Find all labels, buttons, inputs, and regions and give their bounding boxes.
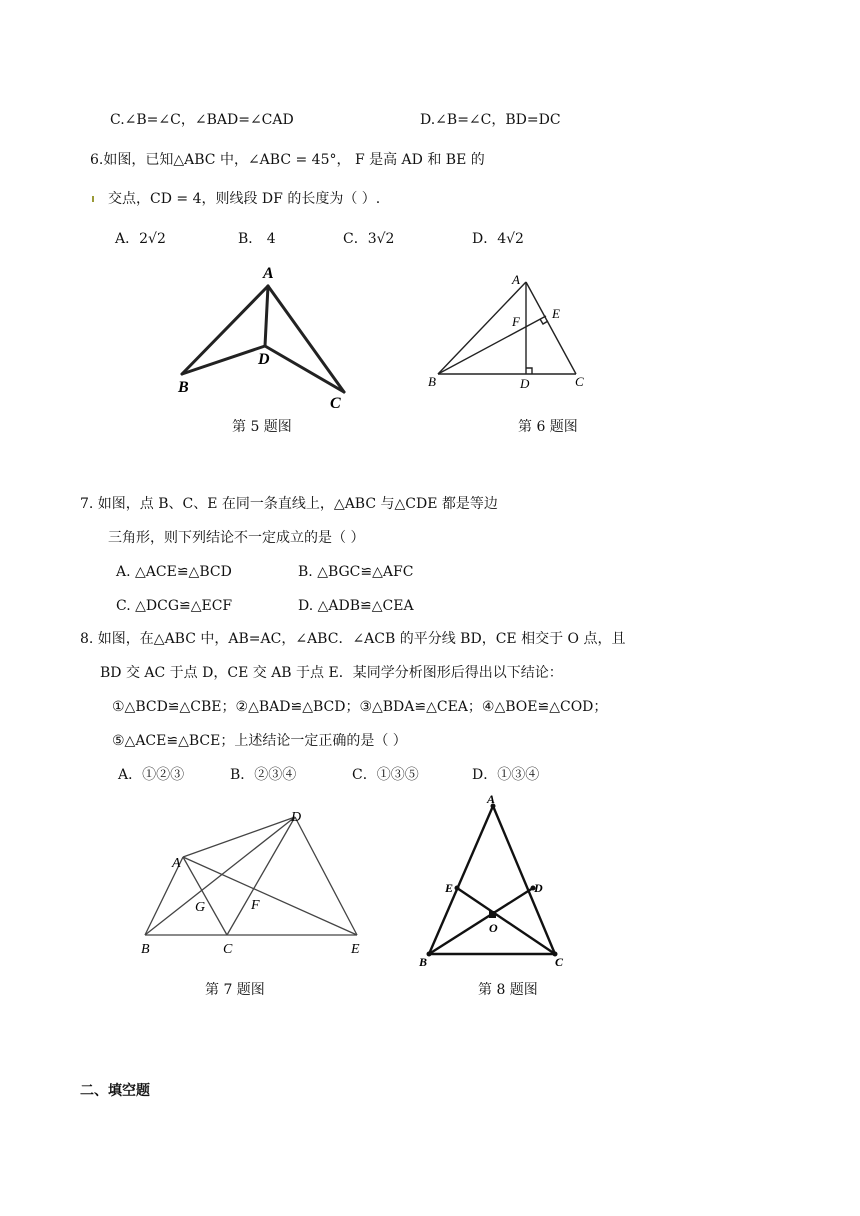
fig5-label-d: D [258, 351, 270, 368]
fig7-caption: 第 7 题图 [205, 982, 265, 998]
fig7-label-b: B [141, 942, 150, 957]
fig8-caption: 第 8 题图 [478, 982, 538, 998]
margin-mark [92, 196, 94, 202]
q6-option-c: C．3√2 [343, 231, 395, 247]
fig5-label-a: A [263, 265, 274, 282]
figure-7 [135, 805, 375, 965]
fig7-label-d: D [291, 810, 302, 825]
q8-option-c: C．①③⑤ [352, 767, 419, 783]
q6-option-b: B． 4 [238, 231, 276, 247]
q7-option-d: D. △ADB≌△CEA [298, 598, 414, 614]
fig6-label-c: C [575, 374, 584, 389]
q8-line2: BD 交 AC 于点 D，CE 交 AB 于点 E．某同学分析图形后得出以下结论： [100, 665, 563, 681]
fig8-label-b: B [419, 955, 428, 969]
fig7-label-c: C [223, 942, 233, 957]
fig6-caption: 第 6 题图 [518, 419, 578, 435]
fig6-label-d: D [520, 376, 530, 391]
fig8-label-d: D [534, 881, 543, 895]
fig8-label-c: C [555, 955, 564, 969]
fig7-label-a: A [172, 856, 181, 871]
q6-option-a: A．2√2 [115, 231, 166, 247]
q6-line1: 6.如图，已知△ABC 中，∠ABC = 45°， F 是高 AD 和 BE 的 [90, 152, 485, 168]
figure-5 [170, 262, 360, 412]
fig6-label-a: A [512, 272, 520, 287]
fig6-label-f: F [512, 314, 520, 329]
q8-line1: 8. 如图，在△ABC 中，AB=AC，∠ABC．∠ACB 的平分线 BD，CE 相交于 O 点，且 [80, 631, 626, 647]
fig7-label-f: F [251, 898, 260, 913]
fig8-label-e: E [445, 881, 454, 895]
q8-option-b: B．②③④ [230, 767, 297, 783]
q8-option-a: A．①②③ [118, 767, 185, 783]
q5-option-d: D.∠B=∠C，BD=DC [420, 112, 561, 128]
fig8-label-a: A [487, 792, 496, 806]
fig7-label-g: G [195, 900, 206, 915]
fig6-label-b: B [428, 374, 436, 389]
fig5-label-b: B [178, 379, 189, 396]
q7-option-a: A. △ACE≌△BCD [116, 564, 232, 580]
q6-option-d: D．4√2 [472, 231, 524, 247]
fig5-label-c: C [330, 395, 341, 412]
q8-option-d: D．①③④ [472, 767, 540, 783]
fig7-label-e: E [351, 942, 360, 957]
fig5-caption: 第 5 题图 [232, 419, 292, 435]
q6-line2: 交点，CD = 4，则线段 DF 的长度为（ ）. [108, 191, 381, 207]
fig8-label-o: O [489, 921, 498, 935]
figure-6 [420, 268, 590, 400]
q8-line3: ①△BCD≌△CBE；②△BAD≌△BCD；③△BDA≌△CEA；④△BOE≌△COD； [112, 699, 608, 715]
q8-line4: ⑤△ACE≌△BCE；上述结论一定正确的是（ ） [112, 733, 407, 749]
q7-line2: 三角形，则下列结论不一定成立的是（ ） [108, 530, 365, 546]
fig6-label-e: E [552, 306, 560, 321]
q7-option-c: C. △DCG≌△ECF [116, 598, 233, 614]
section-heading-fill-in: 二、填空题 [80, 1083, 150, 1099]
q7-line1: 7. 如图，点 B、C、E 在同一条直线上，△ABC 与△CDE 都是等边 [80, 496, 498, 512]
figure-8 [415, 792, 575, 972]
q5-option-c: C.∠B=∠C，∠BAD=∠CAD [110, 112, 294, 128]
q7-option-b: B. △BGC≌△AFC [298, 564, 414, 580]
